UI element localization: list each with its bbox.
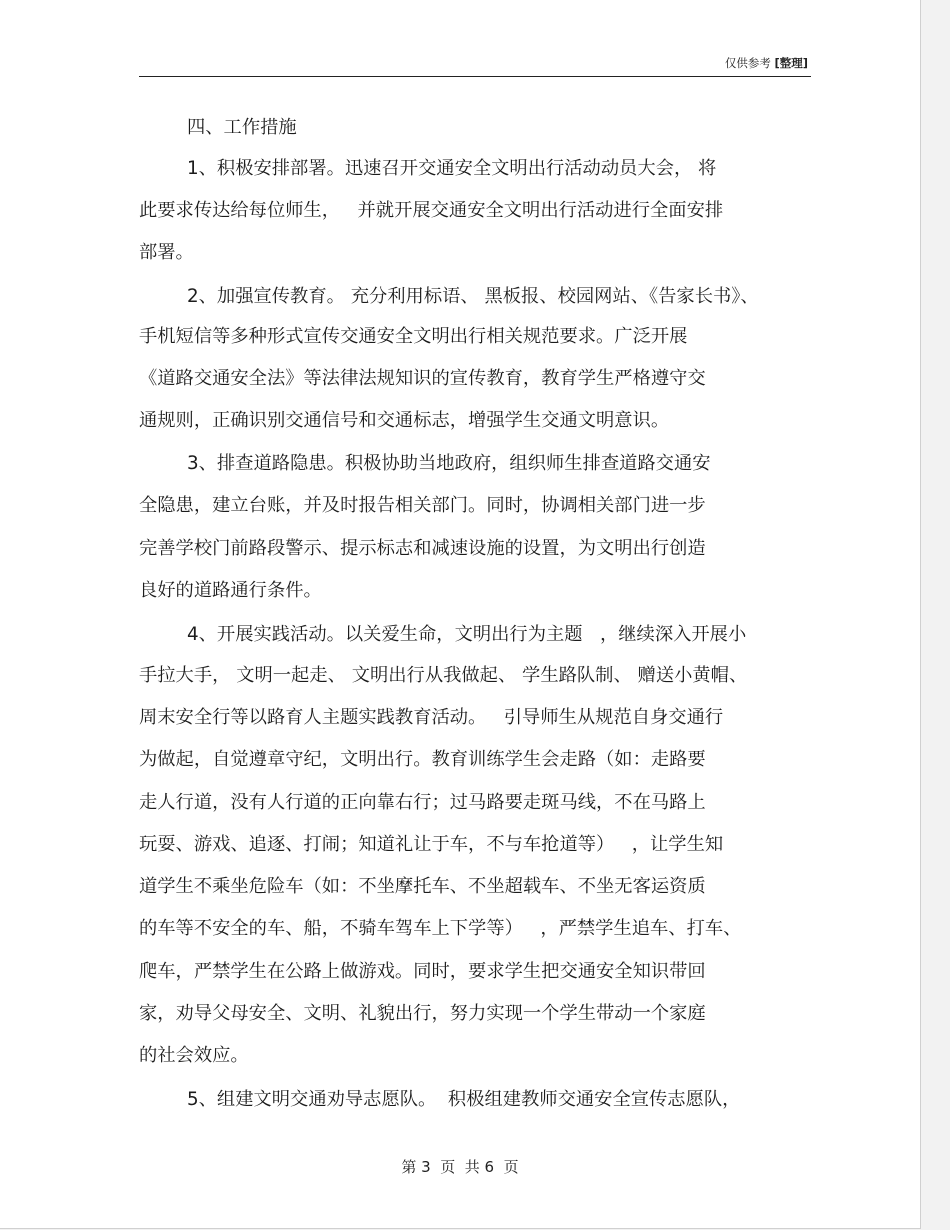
paragraph-2-line-3: 《道路交通安全法》等法律法规知识的宣传教育，教育学生严格遵守交 — [139, 368, 706, 389]
paragraph-4-line-3: 周末安全行等以路育人主题实践教育活动。 引导师生从规范自身交通行 — [139, 707, 724, 728]
paragraph-4-line-7: 道学生不乘坐危险车（如：不坐摩托车、不坐超载车、不坐无客运资质 — [139, 876, 706, 897]
header-note: 仅供参考 — [724, 56, 771, 70]
header-rule — [139, 76, 811, 77]
paragraph-2-line-1: 2、加强宣传教育。 充分利用标语、 黑板报、校园网站、《告家长书》、 — [187, 286, 759, 307]
paragraph-4-line-6: 玩耍、游戏、追逐、打闹；知道礼让于车，不与车抢道等） ，让学生知 — [139, 834, 724, 855]
paragraph-3-line-2: 全隐患，建立台账，并及时报告相关部门。同时，协调相关部门进一步 — [139, 495, 706, 516]
section-heading: 四、工作措施 — [187, 117, 297, 138]
paragraph-1-line-2: 此要求传达给每位师生， 并就开展交通安全文明出行活动进行全面安排 — [139, 200, 724, 221]
page-number-footer: 第 3 页 共 6 页 — [401, 1158, 519, 1176]
paragraph-4-line-1: 4、开展实践活动。以关爱生命，文明出行为主题 ，继续深入开展小 — [187, 624, 747, 645]
paragraph-4-line-9: 爬车，严禁学生在公路上做游戏。同时，要求学生把交通安全知识带回 — [139, 961, 706, 982]
paragraph-3-line-4: 良好的道路通行条件。 — [139, 580, 322, 601]
page-header — [725, 55, 808, 71]
paragraph-4-line-5: 走人行道，没有人行道的正向靠右行；过马路要走斑马线，不在马路上 — [139, 792, 706, 813]
paragraph-3-line-3: 完善学校门前路段警示、提示标志和减速设施的设置，为文明出行创造 — [139, 538, 706, 559]
paragraph-1-line-3: 部署。 — [139, 242, 194, 263]
paragraph-2-line-2: 手机短信等多种形式宣传交通安全文明出行相关规范要求。广泛开展 — [139, 326, 688, 347]
header-tag: [整理] — [774, 56, 808, 70]
paragraph-3-line-1: 3、排查道路隐患。积极协助当地政府，组织师生排查道路交通安 — [187, 453, 711, 474]
paragraph-4-line-10: 家，劝导父母安全、文明、礼貌出行，努力实现一个学生带动一个家庭 — [139, 1003, 706, 1024]
paragraph-4-line-11: 的社会效应。 — [139, 1045, 249, 1066]
paragraph-2-line-4: 通规则，正确识别交通信号和交通标志，增强学生交通文明意识。 — [139, 410, 670, 431]
paragraph-4-line-2: 手拉大手， 文明一起走、 文明出行从我做起、 学生路队制、 赠送小黄帽、 — [139, 665, 748, 686]
paragraph-4-line-4: 为做起，自觉遵章守纪，文明出行。教育训练学生会走路（如：走路要 — [139, 749, 706, 770]
paragraph-4-line-8: 的车等不安全的车、船，不骑车驾车上下学等） ，严禁学生追车、打车、 — [139, 918, 742, 939]
paragraph-5-line-1: 5、组建文明交通劝导志愿队。 积极组建教师交通安全宣传志愿队， — [187, 1089, 741, 1110]
paragraph-1-line-1: 1、积极安排部署。迅速召开交通安全文明出行活动动员大会， 将 — [187, 158, 717, 179]
